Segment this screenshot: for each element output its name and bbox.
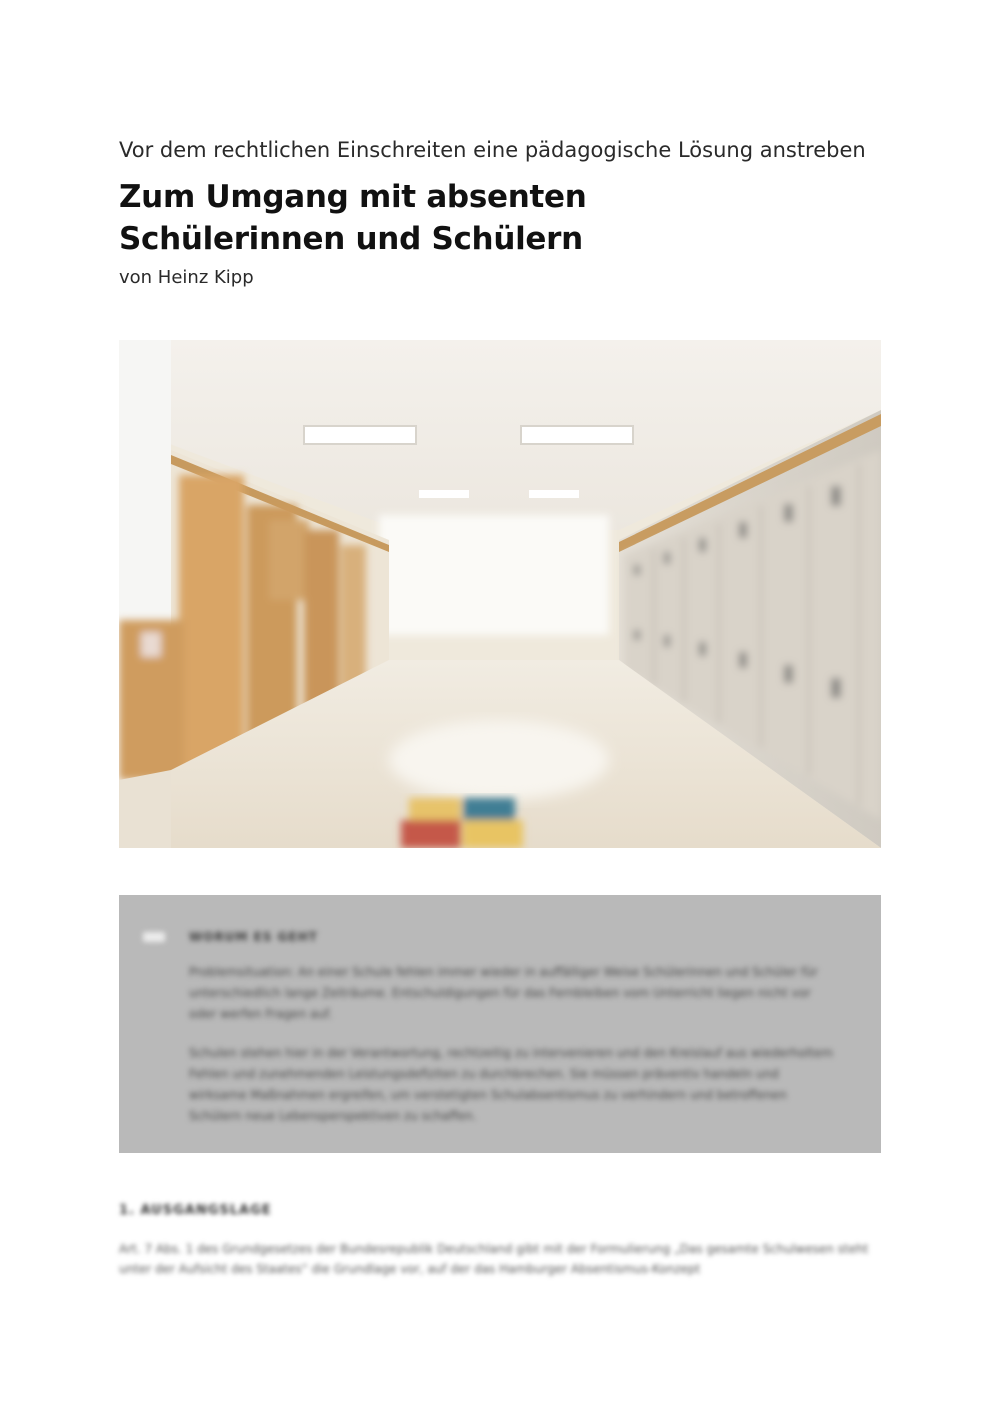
- hero-image: [119, 340, 881, 848]
- article-author: von Heinz Kipp: [119, 267, 254, 288]
- info-box: [119, 895, 881, 1153]
- info-box-paragraph: Schulen stehen hier in der Verantwortung, rechtzeitig zu intervenieren und den Kreislauf aus wiederholtem Fehlen und zunehmenden Leistungsdefiziten zu durchbrechen. Sie müssen präventiv handeln und wirksame Maßnahmen ergreifen, um verstetigten Schulabsentismus zu verhindern und betroffenen Schülern neue Lebensperspektiven zu schaffen.: [189, 1046, 834, 1123]
- info-box-heading: WORUM ES GEHT: [189, 930, 318, 944]
- section-heading: 1. AUSGANGSLAGE: [119, 1203, 272, 1218]
- article-title: Zum Umgang mit absenten Schülerinnen und Schülern: [119, 179, 587, 257]
- article-kicker: Vor dem rechtlichen Einschreiten eine pädagogische Lösung anstreben: [119, 138, 866, 162]
- arrow-tag-icon: [143, 932, 165, 942]
- school-hallway-photo-icon: [119, 340, 881, 848]
- info-box-paragraph: Problemsituation: An einer Schule fehlen immer wieder in auffälliger Weise Schülerinnen und Schüler für unterschiedlich lange Zeiträume. Entschuldigungen für das Fernbleiben vom Unterricht liegen nicht vor oder werfen Fragen auf.: [189, 965, 818, 1021]
- section-body-text: Art. 7 Abs. 1 des Grundgesetzes der Bundesrepublik Deutschland gibt mit der Formulierung „Das gesamte Schulwesen steht unter der Aufsicht des Staates“ die Grundlage vor, auf der das Hamburger Absentismus-Konzept: [119, 1242, 869, 1276]
